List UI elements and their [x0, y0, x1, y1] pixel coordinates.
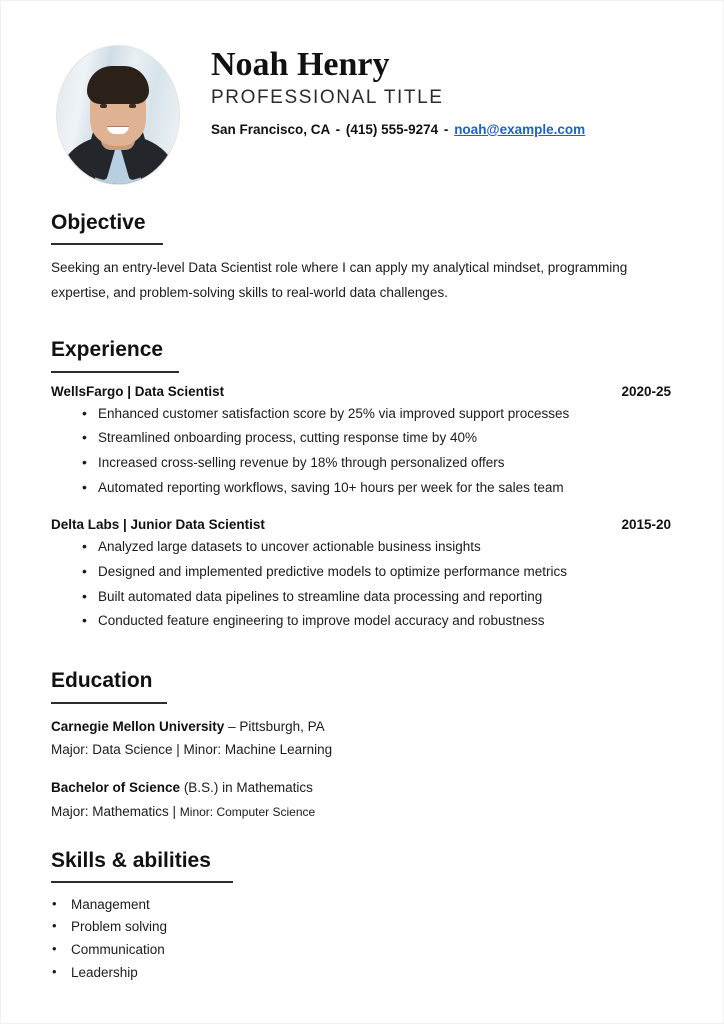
- job-dates: 2020-25: [621, 383, 671, 399]
- photo-hair: [87, 66, 149, 104]
- header-text-block: [211, 39, 671, 137]
- section-experience: [51, 337, 671, 634]
- avatar: [57, 46, 179, 184]
- contact-separator-1: -: [335, 121, 341, 137]
- job-bullets: [51, 402, 671, 501]
- job-bullet: • Conducted feature engineering to improve model accuracy and robustness: [51, 609, 671, 634]
- experience-job: [51, 517, 671, 634]
- resume-header: [51, 1, 671, 156]
- education-divider: [51, 702, 167, 704]
- section-education: [51, 668, 671, 823]
- contact-email-link[interactable]: noah@example.com: [454, 121, 586, 137]
- objective-heading: Objective: [51, 211, 146, 234]
- experience-job: [51, 384, 671, 501]
- job-role: Delta Labs | Junior Data Scientist: [51, 516, 265, 532]
- education-institution-detail: – Pittsburgh, PA: [224, 718, 325, 734]
- job-header: [51, 517, 671, 532]
- education-major: Major: Data Science | Minor: Machine Learning: [51, 742, 333, 758]
- contact-phone: (415) 555-9274: [345, 121, 439, 137]
- contact-line: [211, 122, 671, 137]
- skills-heading: Skills & abilities: [51, 848, 211, 872]
- education-minor: Minor: Computer Science: [179, 804, 316, 819]
- education-degree-line: [51, 776, 671, 800]
- resume-content: [51, 1, 671, 984]
- job-header: [51, 384, 671, 399]
- candidate-name: Noah Henry: [211, 46, 390, 83]
- education-heading: Education: [51, 669, 153, 693]
- education-degree: Bachelor of Science: [51, 780, 181, 795]
- profile-photo: [57, 46, 179, 184]
- education-major: Major: Mathematics |: [51, 803, 180, 819]
- education-degree-detail: (B.S.) in Mathematics: [180, 780, 313, 795]
- contact-location: San Francisco, CA: [211, 121, 330, 137]
- objective-divider: [51, 243, 163, 245]
- education-entry: [51, 776, 671, 824]
- job-bullet: • Increased cross-selling revenue by 18% through personalized offers: [51, 451, 671, 476]
- job-bullet: • Streamlined onboarding process, cutting response time by 40%: [51, 426, 671, 451]
- education-majors-line: [51, 738, 671, 762]
- job-role: WellsFargo | Data Scientist: [51, 383, 225, 399]
- job-bullet: • Enhanced customer satisfaction score by 25% via improved support processes: [51, 402, 671, 427]
- photo-eye-right: [129, 104, 136, 108]
- experience-heading: Experience: [51, 338, 164, 362]
- job-bullet: • Analyzed large datasets to uncover actionable business insights: [51, 535, 671, 560]
- job-bullet: • Built automated data pipelines to streamline data processing and reporting: [51, 585, 671, 610]
- job-bullets: [51, 535, 671, 634]
- experience-divider: [51, 371, 179, 373]
- education-entry: [51, 715, 671, 763]
- job-bullet: • Automated reporting workflows, saving 10+ hours per week for the sales team: [51, 476, 671, 501]
- job-dates: 2015-20: [621, 516, 671, 532]
- section-objective: [51, 210, 671, 305]
- education-institution: Carnegie Mellon University: [51, 718, 225, 734]
- professional-title: PROFESSIONAL TITLE: [211, 86, 444, 108]
- objective-text: Seeking an entry-level Data Scientist role where I can apply my analytical mindset, programming expertise, and problem-solving skills to real-world data challenges.: [51, 260, 628, 300]
- job-bullet: • Designed and implemented predictive models to optimize performance metrics: [51, 560, 671, 585]
- photo-eye-left: [100, 104, 107, 108]
- section-skills: [51, 848, 671, 985]
- education-majors-line: [51, 800, 671, 824]
- skill-item: • Problem solving: [51, 916, 671, 939]
- skill-item: • Communication: [51, 939, 671, 962]
- contact-separator-2: -: [443, 121, 449, 137]
- skill-item: • Management: [51, 894, 671, 917]
- skills-divider: [51, 881, 233, 883]
- education-institution-line: [51, 715, 671, 739]
- skills-list: [51, 894, 671, 985]
- skill-item: • Leadership: [51, 962, 671, 985]
